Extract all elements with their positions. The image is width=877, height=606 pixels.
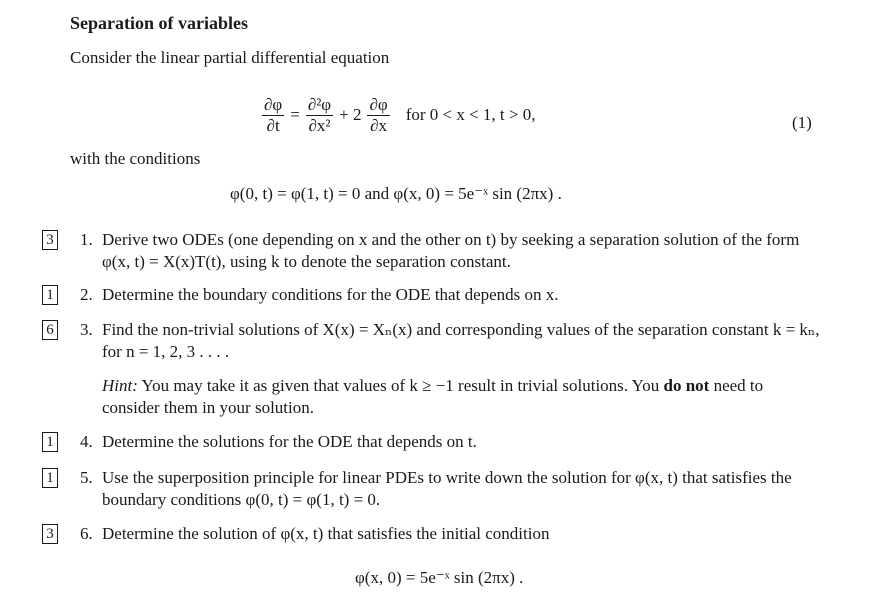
- lhs-numerator: ∂φ: [264, 95, 283, 114]
- marks-box: 6: [42, 320, 58, 340]
- question-number: 1.: [80, 230, 93, 249]
- hint-text-b: need to consider them in your solution.: [102, 376, 764, 417]
- equals-sign: =: [290, 105, 300, 125]
- intro-text: Consider the linear partial differential equation: [70, 48, 390, 67]
- question-number: 3.: [80, 320, 93, 339]
- conditions-equation: φ(0, t) = φ(1, t) = 0 and φ(x, 0) = 5e⁻ˣ sin (2πx) .: [230, 184, 562, 203]
- question-text: Determine the solutions for the ODE that depends on t.: [102, 432, 477, 451]
- lhs-denominator: ∂t: [266, 115, 280, 135]
- question-number: 6.: [80, 524, 93, 543]
- question-number: 5.: [80, 468, 93, 487]
- question-text: Determine the boundary conditions for the ODE that depends on x.: [102, 285, 559, 304]
- pde-equation: [262, 95, 536, 135]
- hint-paragraph: [102, 375, 822, 419]
- question-item: [80, 467, 825, 511]
- question-number: 2.: [80, 285, 93, 304]
- section-title: Separation of variables: [70, 13, 248, 33]
- marks-box: 1: [42, 468, 58, 488]
- question-text: Use the superposition principle for linear PDEs to write down the solution for φ(x, t) that satisfies the boundary conditions φ(0, t) = φ(1, t) = 0.: [102, 468, 792, 509]
- marks-box: 3: [42, 230, 58, 250]
- first-derivative-denominator: ∂x: [370, 115, 388, 135]
- question-item: [80, 284, 825, 306]
- second-derivative-fraction: [306, 95, 333, 135]
- initial-condition-equation: φ(x, 0) = 5e⁻ˣ sin (2πx) .: [355, 568, 524, 587]
- question-item: [80, 319, 825, 363]
- question-text: Derive two ODEs (one depending on x and the other on t) by seeking a separation solution of the form φ(x, t) = X(x)T(t), using k to denote the separation constant.: [102, 230, 800, 271]
- question-item: [80, 431, 825, 453]
- domain-condition: for 0 < x < 1, t > 0,: [405, 105, 536, 125]
- second-derivative-denominator: ∂x²: [308, 115, 331, 135]
- hint-label: Hint:: [102, 376, 138, 395]
- question-text: Determine the solution of φ(x, t) that satisfies the initial condition: [102, 524, 550, 543]
- second-derivative-numerator: ∂²φ: [307, 95, 332, 114]
- hint-bold: do not: [663, 376, 710, 395]
- marks-box: 3: [42, 524, 58, 544]
- first-derivative-fraction: [367, 95, 389, 135]
- lhs-fraction: [262, 95, 284, 135]
- marks-box: 1: [42, 285, 58, 305]
- with-conditions-text: with the conditions: [70, 149, 201, 168]
- question-number: 4.: [80, 432, 93, 451]
- plus-two: + 2: [339, 105, 362, 125]
- equation-number: (1): [792, 113, 812, 132]
- question-item: [80, 523, 825, 545]
- question-item: [80, 229, 825, 273]
- first-derivative-numerator: ∂φ: [369, 95, 388, 114]
- hint-text-a: You may take it as given that values of k ≥ −1 result in trivial solutions. You: [137, 376, 664, 395]
- question-text: Find the non-trivial solutions of X(x) = Xₙ(x) and corresponding values of the separation constant k = kₙ, for n = 1, 2, 3 . . . .: [102, 320, 820, 361]
- marks-box: 1: [42, 432, 58, 452]
